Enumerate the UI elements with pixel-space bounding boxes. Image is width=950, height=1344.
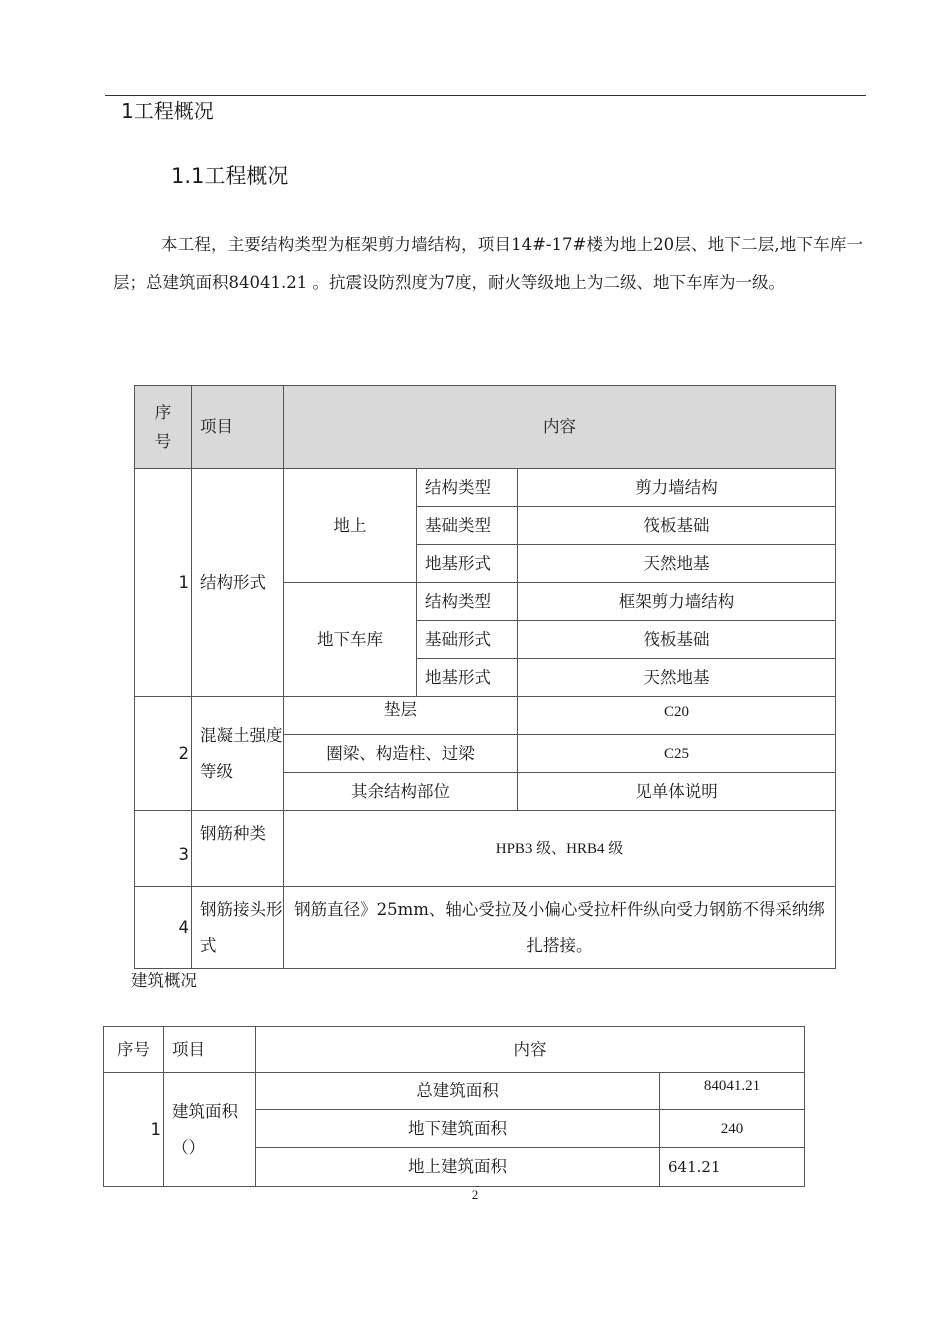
cell-key: 地基形式 xyxy=(417,659,518,697)
building-table xyxy=(103,1026,805,1187)
row-item: 结构形式 xyxy=(192,469,284,697)
group-label: 地上 xyxy=(284,469,417,583)
cell-key: 地基形式 xyxy=(417,545,518,583)
section-heading: 1工程概况 xyxy=(121,99,214,123)
table-row xyxy=(135,887,836,969)
cell-key: 基础形式 xyxy=(417,621,518,659)
header-item: 项目 xyxy=(164,1027,256,1073)
cell-value: 框架剪力墙结构 xyxy=(518,583,836,621)
row-seq: 4 xyxy=(135,887,192,969)
row-seq: 1 xyxy=(104,1073,164,1187)
table-header-row xyxy=(135,386,836,469)
cell-key: 地上建筑面积 xyxy=(256,1148,660,1187)
table-row xyxy=(135,811,836,887)
table-row xyxy=(135,469,836,507)
page-number: 2 xyxy=(471,1187,479,1202)
cell-value: 天然地基 xyxy=(518,545,836,583)
row-content: 钢筋直径》25mm、轴心受拉及小偏心受拉杆件纵向受力钢筋不得采纳绑扎搭接。 xyxy=(284,887,836,969)
subsection-heading: 1.1工程概况 xyxy=(171,164,289,188)
cell-key: 其余结构部位 xyxy=(284,773,518,811)
row-item: 钢筋种类 xyxy=(192,811,284,887)
table-row xyxy=(104,1073,805,1110)
row-item: 混凝土强度等级 xyxy=(192,697,284,811)
cell-value: 84041.21 xyxy=(660,1073,805,1110)
cell-key: 垫层 xyxy=(284,697,518,735)
cell-value: 筏板基础 xyxy=(518,621,836,659)
header-content: 内容 xyxy=(256,1027,805,1073)
row-content: HPB3 级、HRB4 级 xyxy=(284,811,836,887)
cell-value: 天然地基 xyxy=(518,659,836,697)
header-content: 内容 xyxy=(284,386,836,469)
header-seq: 序号 xyxy=(104,1027,164,1073)
row-item: 钢筋接头形式 xyxy=(192,887,284,969)
cell-value: 剪力墙结构 xyxy=(518,469,836,507)
cell-key: 基础类型 xyxy=(417,507,518,545)
table-row xyxy=(135,697,836,735)
table-header-row xyxy=(104,1027,805,1073)
cell-key: 结构类型 xyxy=(417,469,518,507)
structure-table xyxy=(134,385,836,969)
intro-paragraph: 本工程，主要结构类型为框架剪力墙结构，项目14#-17#楼为地上20层、地下二层,地下车库一层；总建筑面积84041.21 。抗震设防烈度为7度，耐火等级地上为二级、地下车库为一级。 xyxy=(113,235,863,292)
cell-value: C20 xyxy=(518,697,836,735)
header-item: 项目 xyxy=(192,386,284,469)
cell-key: 圈梁、构造柱、过梁 xyxy=(284,735,518,773)
row-item: 建筑面积（） xyxy=(164,1073,256,1187)
row-seq: 2 xyxy=(135,697,192,811)
header-rule xyxy=(105,95,866,96)
cell-value: 641.21 xyxy=(660,1148,805,1187)
table-caption: 建筑概况 xyxy=(131,971,197,990)
row-seq: 1 xyxy=(135,469,192,697)
cell-value: 筏板基础 xyxy=(518,507,836,545)
cell-key: 结构类型 xyxy=(417,583,518,621)
header-seq: 序号 xyxy=(135,386,192,469)
cell-value: 240 xyxy=(660,1110,805,1148)
cell-value: 见单体说明 xyxy=(518,773,836,811)
cell-key: 地下建筑面积 xyxy=(256,1110,660,1148)
cell-value: C25 xyxy=(518,735,836,773)
row-seq: 3 xyxy=(135,811,192,887)
group-label: 地下车库 xyxy=(284,583,417,697)
cell-key: 总建筑面积 xyxy=(256,1073,660,1110)
